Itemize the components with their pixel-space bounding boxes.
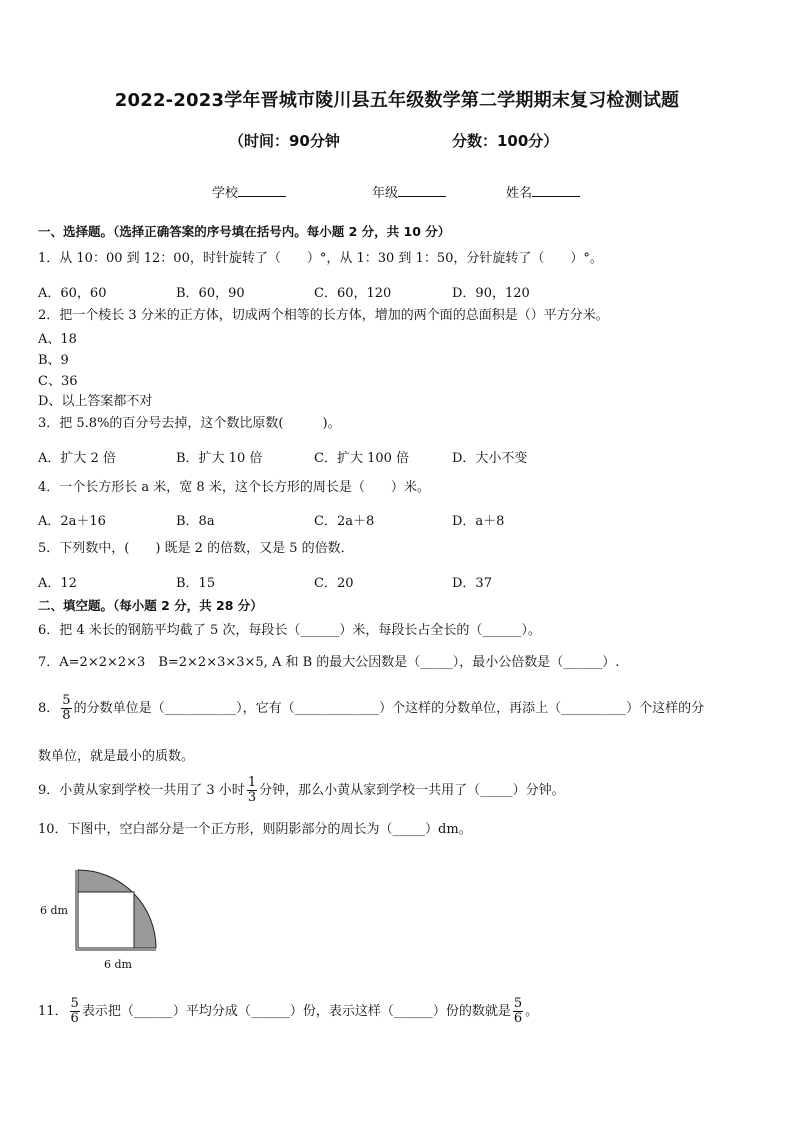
label-height: 6 dm [40,904,68,917]
q2-option-a[interactable]: A、18 [38,332,77,347]
question-3: 3．把 5.8%的百分号去掉，这个数比原数( )。 [38,416,341,431]
q3-option-c[interactable]: C．扩大 100 倍 [314,451,410,466]
q2-option-b[interactable]: B、9 [38,353,69,368]
q5-option-d[interactable]: D．37 [452,576,492,591]
question-5: 5．下列数中，( ) 既是 2 的倍数，又是 5 的倍数． [38,541,354,556]
fraction-5-8 [61,694,71,723]
q3-option-a[interactable]: A．扩大 2 倍 [38,451,116,466]
q11-text: 表示把（______）平均分成（______）份，表示这样（______）份的数就是 [81,1004,511,1019]
q8-prefix: 8． [38,701,60,716]
section2-heading: 二、填空题。（每小题 2 分，共 28 分） [38,598,263,613]
q4-option-b[interactable]: B．8a [176,514,215,529]
label-width: 6 dm [104,958,132,971]
q1-option-a[interactable]: A．60，60 [38,286,107,301]
q1-option-b[interactable]: B．60，90 [176,286,245,301]
q4-option-a[interactable]: A．2a＋16 [38,514,106,529]
school-field[interactable] [212,182,286,201]
fraction-5-6 [70,997,80,1026]
section1-heading: 一、选择题。（选择正确答案的序号填在括号内。每小题 2 分，共 10 分） [38,224,451,239]
fraction-denominator: 6 [513,1011,523,1026]
question-9 [38,774,565,808]
fraction-numerator: 5 [513,996,523,1011]
fraction-numerator: 1 [247,775,257,790]
name-label: 姓名 [506,186,533,201]
name-blank[interactable] [532,184,580,197]
q9-text-post: 分钟，那么小黄从家到学校一共用了（_____）分钟。 [259,783,565,798]
q1-option-d[interactable]: D．90，120 [452,286,530,301]
grade-field[interactable] [372,182,446,201]
q5-option-b[interactable]: B．15 [176,576,216,591]
school-blank[interactable] [238,184,286,197]
q4-option-d[interactable]: D．a＋8 [452,514,505,529]
question-1: 1．从 10：00 到 12：00，时针旋转了（ ）°，从 1：30 到 1：50，分针旋转了（ ）°。 [38,251,603,266]
q3-option-b[interactable]: B．扩大 10 倍 [176,451,263,466]
page-title: 2022-2023学年晋城市陵川县五年级数学第二学期期末复习检测试题 [114,90,680,111]
exam-score: 分数：100分） [452,132,559,150]
q4-option-c[interactable]: C．2a＋8 [314,514,375,529]
q5-option-c[interactable]: C．20 [314,576,354,591]
q3-option-d[interactable]: D．大小不变 [452,451,528,466]
question-7: 7．A=2×2×2×3 B=2×2×3×3×5, A 和 B 的最大公因数是（_____），最小公倍数是（______）. [38,655,620,670]
school-label: 学校 [212,186,239,201]
fraction-denominator: 6 [70,1011,79,1026]
grade-label: 年级 [372,186,399,201]
question-11 [38,995,538,1029]
q11-prefix: 11． [38,1004,68,1019]
grade-blank[interactable] [398,184,446,197]
question-4: 4．一个长方形长 a 米，宽 8 米，这个长方形的周长是（ ）米。 [38,480,430,495]
q11-end: 。 [525,1004,539,1019]
fraction-1-3 [247,776,257,805]
question-6: 6．把 4 米长的钢筋平均截了 5 次，每段长（______）米，每段长占全长的（______）。 [38,623,541,638]
white-square [78,892,134,948]
fraction-denominator: 8 [62,708,71,723]
question-2: 2．把一个棱长 3 分米的正方体，切成两个相等的长方体，增加的两个面的总面积是（）平方分米。 [38,308,609,323]
question-8-continued: 数单位，就是最小的质数。 [38,749,195,764]
name-field[interactable] [506,182,580,201]
q5-option-a[interactable]: A．12 [38,576,77,591]
question-10: 10．下图中，空白部分是一个正方形，则阴影部分的周长为（_____）dm。 [38,822,472,837]
fraction-numerator: 5 [70,996,79,1011]
question-8 [38,692,704,726]
fraction-denominator: 3 [247,790,257,805]
q8-text: 的分数单位是（___________），它有（_____________）个这样的分数单位，再添上（__________）个这样的分 [73,701,705,716]
q9-text-pre: 9．小黄从家到学校一共用了 3 小时 [38,783,245,798]
fraction-5-6-end [513,997,523,1026]
q2-option-c[interactable]: C、36 [38,374,78,389]
fraction-numerator: 5 [62,693,71,708]
q2-option-d[interactable]: D、以上答案都不对 [38,394,153,409]
q1-option-c[interactable]: C．60，120 [314,286,392,301]
quarter-circle-figure [40,866,170,974]
exam-time: （时间：90分钟 [229,132,340,150]
